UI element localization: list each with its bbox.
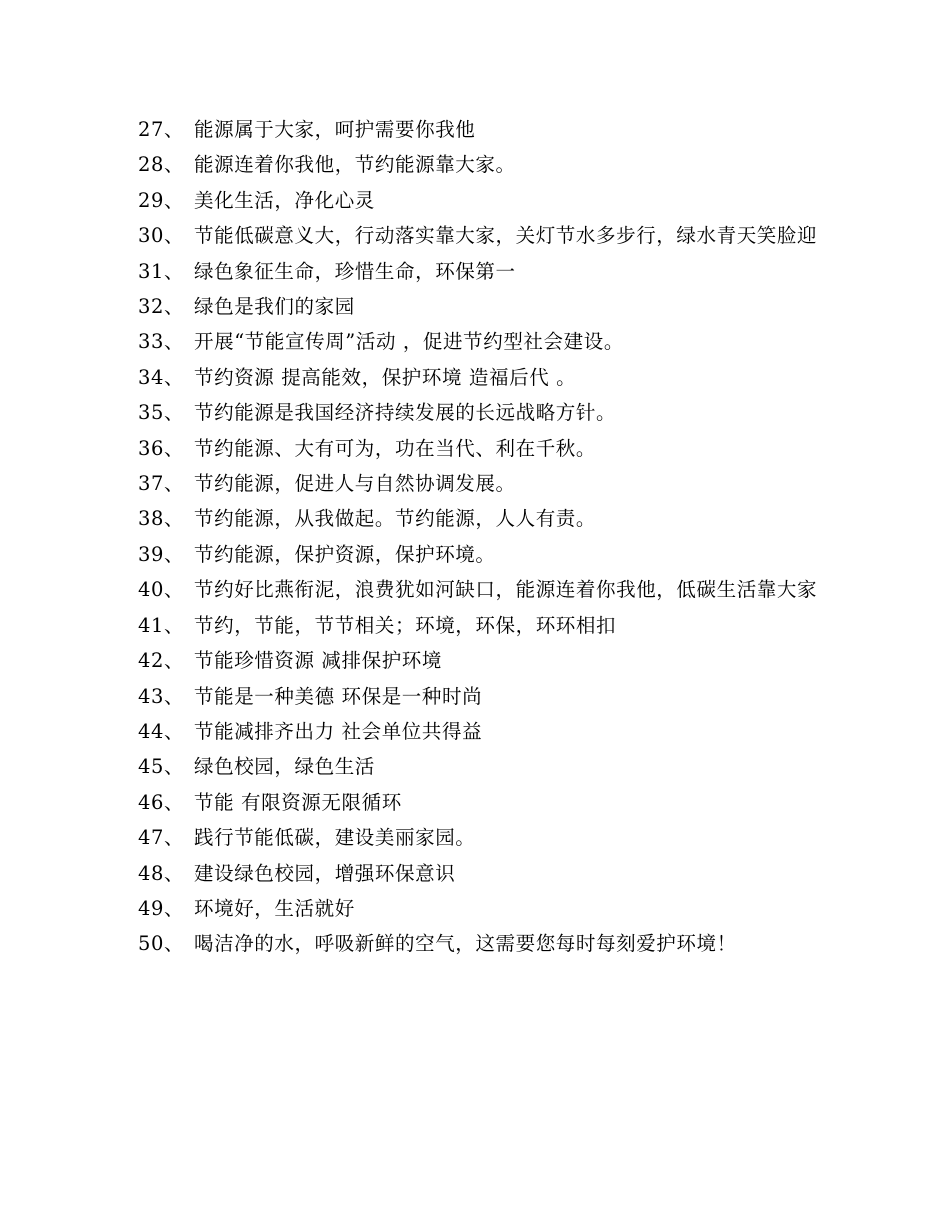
list-item xyxy=(138,324,818,359)
item-text: 节能减排齐出力 社会单位共得益 xyxy=(194,719,483,743)
list-item xyxy=(138,360,818,395)
list-item xyxy=(138,289,818,324)
item-text: 绿色校园，绿色生活 xyxy=(194,755,375,779)
item-text: 能源连着你我他，节约能源靠大家。 xyxy=(194,153,516,177)
item-text: 节约好比燕衔泥，浪费犹如河缺口，能源连着你我他，低碳生活靠大家 xyxy=(194,578,818,602)
list-item xyxy=(138,608,818,643)
item-number: 40、 xyxy=(138,578,185,602)
item-text: 践行节能低碳，建设美丽家园。 xyxy=(194,826,476,850)
item-text: 节约资源 提高能效，保护环境 造福后代 。 xyxy=(194,365,577,389)
item-text: 喝洁净的水，呼吸新鲜的空气，这需要您每时每刻爱护环境！ xyxy=(194,932,737,956)
item-number: 27、 xyxy=(138,118,185,141)
list-item xyxy=(138,501,818,536)
item-number: 28、 xyxy=(138,153,185,177)
item-text: 开展“节能宣传周”活动 ，促进节约型社会建设。 xyxy=(194,330,624,354)
item-text: 节能 有限资源无限循环 xyxy=(194,790,402,814)
list-item xyxy=(138,785,818,820)
item-text: 环境好，生活就好 xyxy=(194,896,355,920)
list-item xyxy=(138,820,818,855)
list-item xyxy=(138,254,818,289)
list-item xyxy=(138,714,818,749)
item-text: 节约，节能，节节相关；环境，环保，环环相扣 xyxy=(194,613,617,637)
list-item xyxy=(138,926,818,961)
item-number: 49、 xyxy=(138,896,185,920)
list-item xyxy=(138,643,818,678)
item-number: 42、 xyxy=(138,649,185,673)
list-item xyxy=(138,891,818,926)
item-number: 44、 xyxy=(138,719,185,743)
list-item xyxy=(138,466,818,501)
item-number: 37、 xyxy=(138,472,185,496)
item-number: 31、 xyxy=(138,259,185,283)
item-text: 节约能源，保护资源，保护环境。 xyxy=(194,542,496,566)
item-number: 46、 xyxy=(138,790,185,814)
list-item xyxy=(138,147,818,182)
item-text: 能源属于大家，呵护需要你我他 xyxy=(194,118,476,141)
item-text: 绿色象征生命，珍惜生命，环保第一 xyxy=(194,259,516,283)
list-item xyxy=(138,395,818,430)
item-text: 节能是一种美德 环保是一种时尚 xyxy=(194,684,483,708)
item-number: 41、 xyxy=(138,613,185,637)
item-text: 节能珍惜资源 减排保护环境 xyxy=(194,649,442,673)
item-number: 50、 xyxy=(138,932,185,956)
list-item xyxy=(138,183,818,218)
list-item xyxy=(138,856,818,891)
item-number: 30、 xyxy=(138,224,185,248)
item-number: 29、 xyxy=(138,188,185,212)
item-text: 节能低碳意义大，行动落实靠大家，关灯节水多步行，绿水青天笑脸迎 xyxy=(194,224,818,248)
item-text: 美化生活，净化心灵 xyxy=(194,188,375,212)
item-number: 36、 xyxy=(138,436,185,460)
list-item xyxy=(138,537,818,572)
list-item xyxy=(138,431,818,466)
item-number: 38、 xyxy=(138,507,185,531)
item-number: 34、 xyxy=(138,365,185,389)
item-number: 45、 xyxy=(138,755,185,779)
list-item xyxy=(138,112,818,147)
item-number: 32、 xyxy=(138,295,185,319)
list-item xyxy=(138,218,818,253)
item-text: 节约能源、大有可为，功在当代、利在千秋。 xyxy=(194,436,597,460)
item-number: 39、 xyxy=(138,542,185,566)
item-number: 43、 xyxy=(138,684,185,708)
item-number: 48、 xyxy=(138,861,185,885)
list-item xyxy=(138,679,818,714)
item-text: 绿色是我们的家园 xyxy=(194,295,355,319)
item-number: 33、 xyxy=(138,330,185,354)
item-number: 47、 xyxy=(138,826,185,850)
document-body xyxy=(138,112,818,962)
item-text: 节约能源，促进人与自然协调发展。 xyxy=(194,472,516,496)
item-text: 节约能源，从我做起。节约能源，人人有责。 xyxy=(194,507,597,531)
item-number: 35、 xyxy=(138,401,185,425)
item-text: 建设绿色校园，增强环保意识 xyxy=(194,861,456,885)
list-item xyxy=(138,749,818,784)
list-item xyxy=(138,572,818,607)
item-text: 节约能源是我国经济持续发展的长远战略方针。 xyxy=(194,401,617,425)
